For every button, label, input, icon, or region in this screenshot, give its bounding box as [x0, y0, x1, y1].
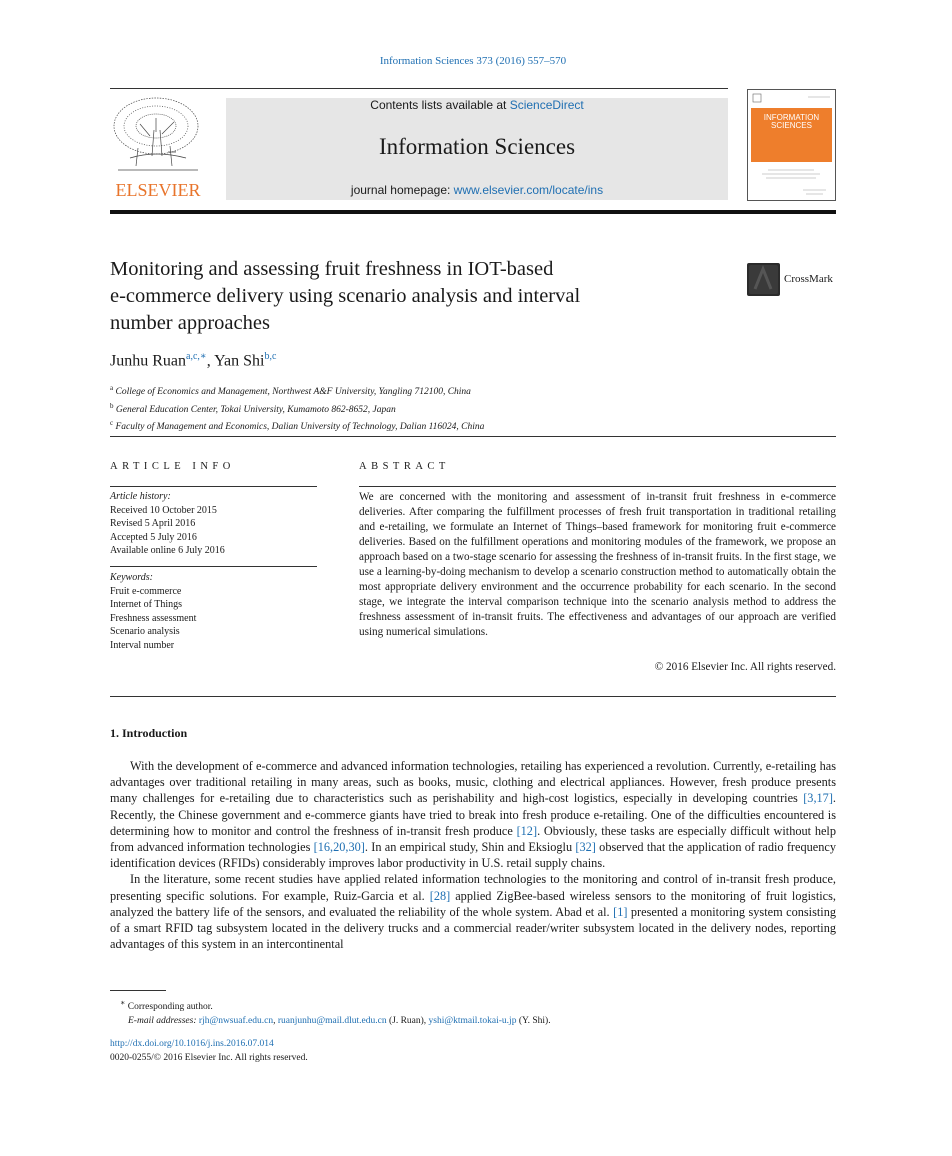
crossmark-label: CrossMark	[784, 273, 833, 285]
footnote-rule	[110, 990, 166, 991]
keywords-rule	[110, 566, 317, 567]
keyword: Interval number	[110, 639, 175, 651]
paragraph-text: . Recently, the Chinese government and e-commerce giants have tried to break into fresh produce e-retailing. One of the difficulties encountered is determining how to monitor and control the freshness of in-transit fresh produce	[110, 791, 836, 838]
keyword: Scenario analysis	[110, 626, 180, 637]
intro-heading: 1. Introduction	[110, 726, 188, 740]
doi-block	[110, 1037, 308, 1065]
journal-name: Information Sciences	[378, 134, 576, 159]
paragraph	[110, 758, 836, 871]
title-line: number approaches	[110, 312, 270, 334]
author-separator: ,	[206, 352, 215, 370]
elsevier-tree-icon	[110, 96, 206, 200]
contents-line: Contents lists available at ScienceDirect	[370, 98, 584, 112]
author-affil-marks[interactable]: a,c,∗	[186, 351, 207, 362]
abstract-copyright: © 2016 Elsevier Inc. All rights reserved.	[654, 661, 836, 673]
abstract-text: We are concerned with the monitoring and assessment of in-transit fruit freshness in e-commerce deliveries. After comparing the fulfillment processes of fresh fruit transportation in traditional retailing and e-retailing, we formulate an Internet of Things–based framework for monitoring fruit e-commerce deliveries. Based on the fulfillment operations and monitoring modules of the framework, we propose an approach based on a two-stage scenario for assessing the freshness of in-transit fruits. In the first stage, we use a learning-by-doing mechanism to develop a scenario construction method to automatically obtain the most appropriate delivery environment and the occurrence probability for each scenario. In the second stage, we integrate the interval comparison technique into the scenario analysis method to address the freshness assessment of in-transit fruits. The effectiveness and advantages of our approach are verified using numerical simulations.	[359, 491, 836, 638]
homepage-link[interactable]: www.elsevier.com/locate/ins	[453, 183, 604, 197]
author-name[interactable]: Junhu Ruan	[110, 352, 186, 370]
elsevier-logo[interactable]	[110, 96, 206, 200]
citation-link[interactable]: [12]	[516, 823, 538, 838]
affiliations	[110, 382, 484, 435]
citation-link[interactable]: [1]	[613, 904, 628, 919]
author-name[interactable]: Yan Shi	[214, 352, 265, 370]
history-entry: Revised 5 April 2016	[110, 518, 196, 529]
sciencedirect-link[interactable]: ScienceDirect	[509, 98, 584, 112]
keyword: Fruit e-commerce	[110, 585, 182, 597]
author-list	[110, 351, 276, 370]
article-info-rule	[110, 486, 317, 487]
issn-line: 0020-0255/© 2016 Elsevier Inc. All rights reserved.	[110, 1053, 308, 1063]
crossmark-icon	[747, 263, 780, 296]
paragraph-text: observed that the application of radio frequency identification devices (RFIDs) considerably improves labor productivity in U.S. retail supply chains.	[110, 840, 836, 871]
corresponding-note: ∗ Corresponding author.	[120, 998, 213, 1013]
citation-link[interactable]: [28]	[429, 888, 451, 903]
email-link[interactable]: yshi@ktmail.tokai-u.jp	[428, 1016, 517, 1027]
section-divider	[110, 436, 836, 437]
article-info-heading: ARTICLE INFO	[110, 461, 235, 472]
crossmark-badge[interactable]	[747, 263, 847, 297]
citation-link[interactable]: [16,20,30]	[313, 840, 365, 855]
abstract-heading: ABSTRACT	[359, 461, 450, 472]
history-entry: Available online 6 July 2016	[110, 545, 225, 556]
doi-link[interactable]: http://dx.doi.org/10.1016/j.ins.2016.07.014	[110, 1039, 274, 1049]
paragraph-text: . In an empirical study, Shin and Eksioglu	[364, 840, 576, 855]
header-divider	[110, 88, 728, 89]
paragraph-text: With the development of e-commerce and advanced information technologies, retailing has experienced a revolution. Currently, e-retailing has advantages over traditional retailing in many areas, such as books, music, clothing and electrical appliances. However, fresh produce presents many challenges for e-retailing due to characteristics such as perishability and high-cost logistics, especially in developing countries	[110, 759, 836, 806]
citation-link[interactable]: [3,17]	[803, 791, 833, 806]
title-line: Monitoring and assessing fruit freshness in IOT-based	[110, 258, 554, 280]
history-entry: Received 10 October 2015	[110, 504, 217, 516]
journal-cover[interactable]	[747, 89, 836, 201]
header-thick-rule	[110, 210, 836, 214]
citation-link[interactable]: [32]	[575, 840, 596, 855]
paragraph	[110, 871, 836, 952]
section-divider	[110, 696, 836, 697]
affiliation: $^c$ Faculty of Management and Economics, Dalian University of Technology, Dalian 116024, China	[110, 419, 485, 433]
paragraph-text: . Obviously, these tasks are especially difficult without help from advanced information technologies	[110, 823, 836, 855]
article-history	[110, 490, 225, 558]
email-link[interactable]: ruanjunhu@mail.dlut.edu.cn	[277, 1016, 387, 1027]
journal-citation[interactable]: Information Sciences 373 (2016) 557–570	[379, 55, 567, 67]
keywords	[110, 571, 196, 652]
homepage-line: journal homepage: www.elsevier.com/locate/ins	[350, 183, 604, 197]
affiliation: $^a$ College of Economics and Management, Northwest A&F University, Yangling 712100, China	[110, 384, 471, 398]
intro-body	[110, 758, 836, 952]
article-title	[110, 256, 730, 337]
elsevier-wordmark: ELSEVIER	[115, 180, 201, 200]
journal-banner	[226, 98, 728, 200]
cover-title: INFORMATION SCIENCES	[763, 113, 820, 130]
paragraph-text: In the literature, some recent studies have applied related information technologies to the monitoring and control of in-transit fresh produce, presenting specific solutions. For example, Ruiz-Garcia et al.	[110, 872, 836, 903]
affiliation: $^b$ General Education Center, Tokai University, Kumamoto 862-8652, Japan	[110, 401, 396, 415]
email-link[interactable]: rjh@nwsuaf.edu.cn	[198, 1016, 274, 1027]
keyword: Internet of Things	[110, 599, 183, 610]
keyword: Freshness assessment	[110, 612, 197, 624]
email-note: E-mail addresses: rjh@nwsuaf.edu.cn, ruanjunhu@mail.dlut.edu.cn (J. Ruan), yshi@ktmail.tokai-u.jp (Y. Shi).	[128, 1016, 551, 1027]
keywords-label: Keywords:	[110, 572, 153, 583]
history-label: Article history:	[110, 491, 171, 502]
history-entry: Accepted 5 July 2016	[110, 531, 197, 543]
author-affil-marks[interactable]: b,c	[264, 351, 277, 362]
abstract-rule	[359, 486, 836, 487]
paragraph-text: presented a monitoring system consisting of a smart RFID tag subsystem located in the delivery trucks and a commercial reader/writer subsystem located in the delivery nodes, reporting advantages of this system in an intercontinental	[110, 904, 836, 952]
paragraph-text: applied ZigBee-based wireless sensors to the monitoring of fruit logistics, analyzed the battery life of the sensors, and evaluated the reliability of the whole system. Abad et al.	[110, 888, 836, 919]
footnotes	[110, 996, 836, 1028]
title-line: e-commerce delivery using scenario analysis and interval	[110, 285, 581, 307]
